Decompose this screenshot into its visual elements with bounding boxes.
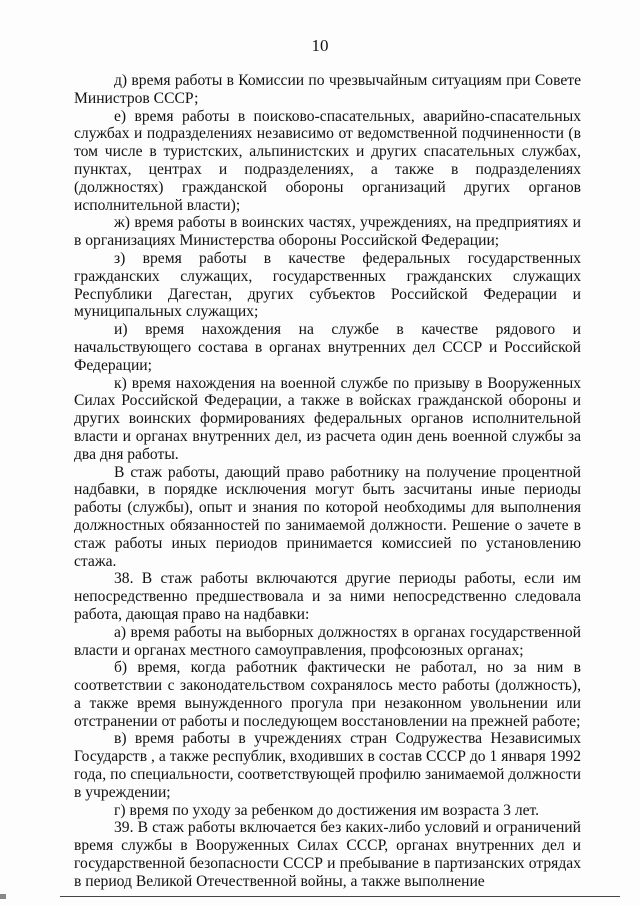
paragraph-exception: В стаж работы, дающий право работнику на получение процентной надбавки, в порядке исключения могут быть засчитаны иные периоды работы (службы), опыт и знания по которой необходимы для выполнения должностных обязанностей по занимаемой должности. Решение о зачете в стаж работы иных периодов принимается комиссией по установлению стажа. <box>74 463 581 570</box>
paragraph-38: 38. В стаж работы включаются другие периоды работы, если им непосредственно предшествовала и за ними непосредственно следовала работа, дающая право на надбавки: <box>74 570 581 623</box>
paragraph-z: з) время работы в качестве федеральных государственных гражданских служащих, государственных гражданских служащих Республики Дагестан, других субъектов Российской Федерации и муниципальных служащих; <box>74 249 581 321</box>
paragraph-i: и) время нахождения на службе в качестве рядового и начальствующего состава в органах внутренних дел СССР и Российской Федерации; <box>74 321 581 374</box>
paragraph-d: д) время работы в Комиссии по чрезвычайным ситуациям при Совете Министров СССР; <box>74 72 581 107</box>
paragraph-38-a: а) время работы на выборных должностях в органах государственной власти и органах местного самоуправления, профсоюзных органах; <box>74 623 581 659</box>
paragraph-39: 39. В стаж работы включается без каких-либо условий и ограничений время службы в Вооруженных Силах СССР, органах внутренних дел и государственной безопасности СССР и пребывание в партизанских отрядах в период Великой Отечественной войны, а также выполнение <box>74 819 581 890</box>
paragraph-38-v: в) время работы в учреждениях стран Содружества Независимых Государств , а также республик, входивших в состав СССР до 1 января 1992 года, по специальности, соответствующей профилю занимаемой должности в учреждении; <box>74 730 581 801</box>
page-bottom-rule <box>60 896 620 897</box>
document-body <box>74 72 581 891</box>
paragraph-zh: ж) время работы в воинских частях, учреждениях, на предприятиях и в организациях Министерства обороны Российской Федерации; <box>74 214 581 250</box>
page-number: 10 <box>311 36 329 55</box>
paragraph-e: е) время работы в поисково-спасательных, аварийно-спасательных службах и подразделениях независимо от ведомственной подчиненности (в том числе в туристских, альпинистских и других спасательных службах, пунктах, центрах и подразделениях, а также в подразделениях (должностях) гражданской обороны организаций других органов исполнительной власти); <box>74 107 581 214</box>
scan-edge-mark <box>0 894 6 899</box>
paragraph-38-g: г) время по уходу за ребенком до достижения им возраста 3 лет. <box>114 801 540 819</box>
paragraph-38-b: б) время, когда работник фактически не работал, но за ним в соответствии с законодательством сохранялось место работы (должность), а также время вынужденного прогула при незаконном увольнении или отстранении от работы и последующем восстановлении на прежней работе; <box>74 659 581 730</box>
paragraph-k: к) время нахождения на военной службе по призыву в Вооруженных Силах Российской Федерации, а также в войсках гражданской обороны и других воинских формированиях федеральных органов исполнительной власти и органах внутренних дел, из расчета один день военной службы за два дня работы. <box>74 374 581 463</box>
